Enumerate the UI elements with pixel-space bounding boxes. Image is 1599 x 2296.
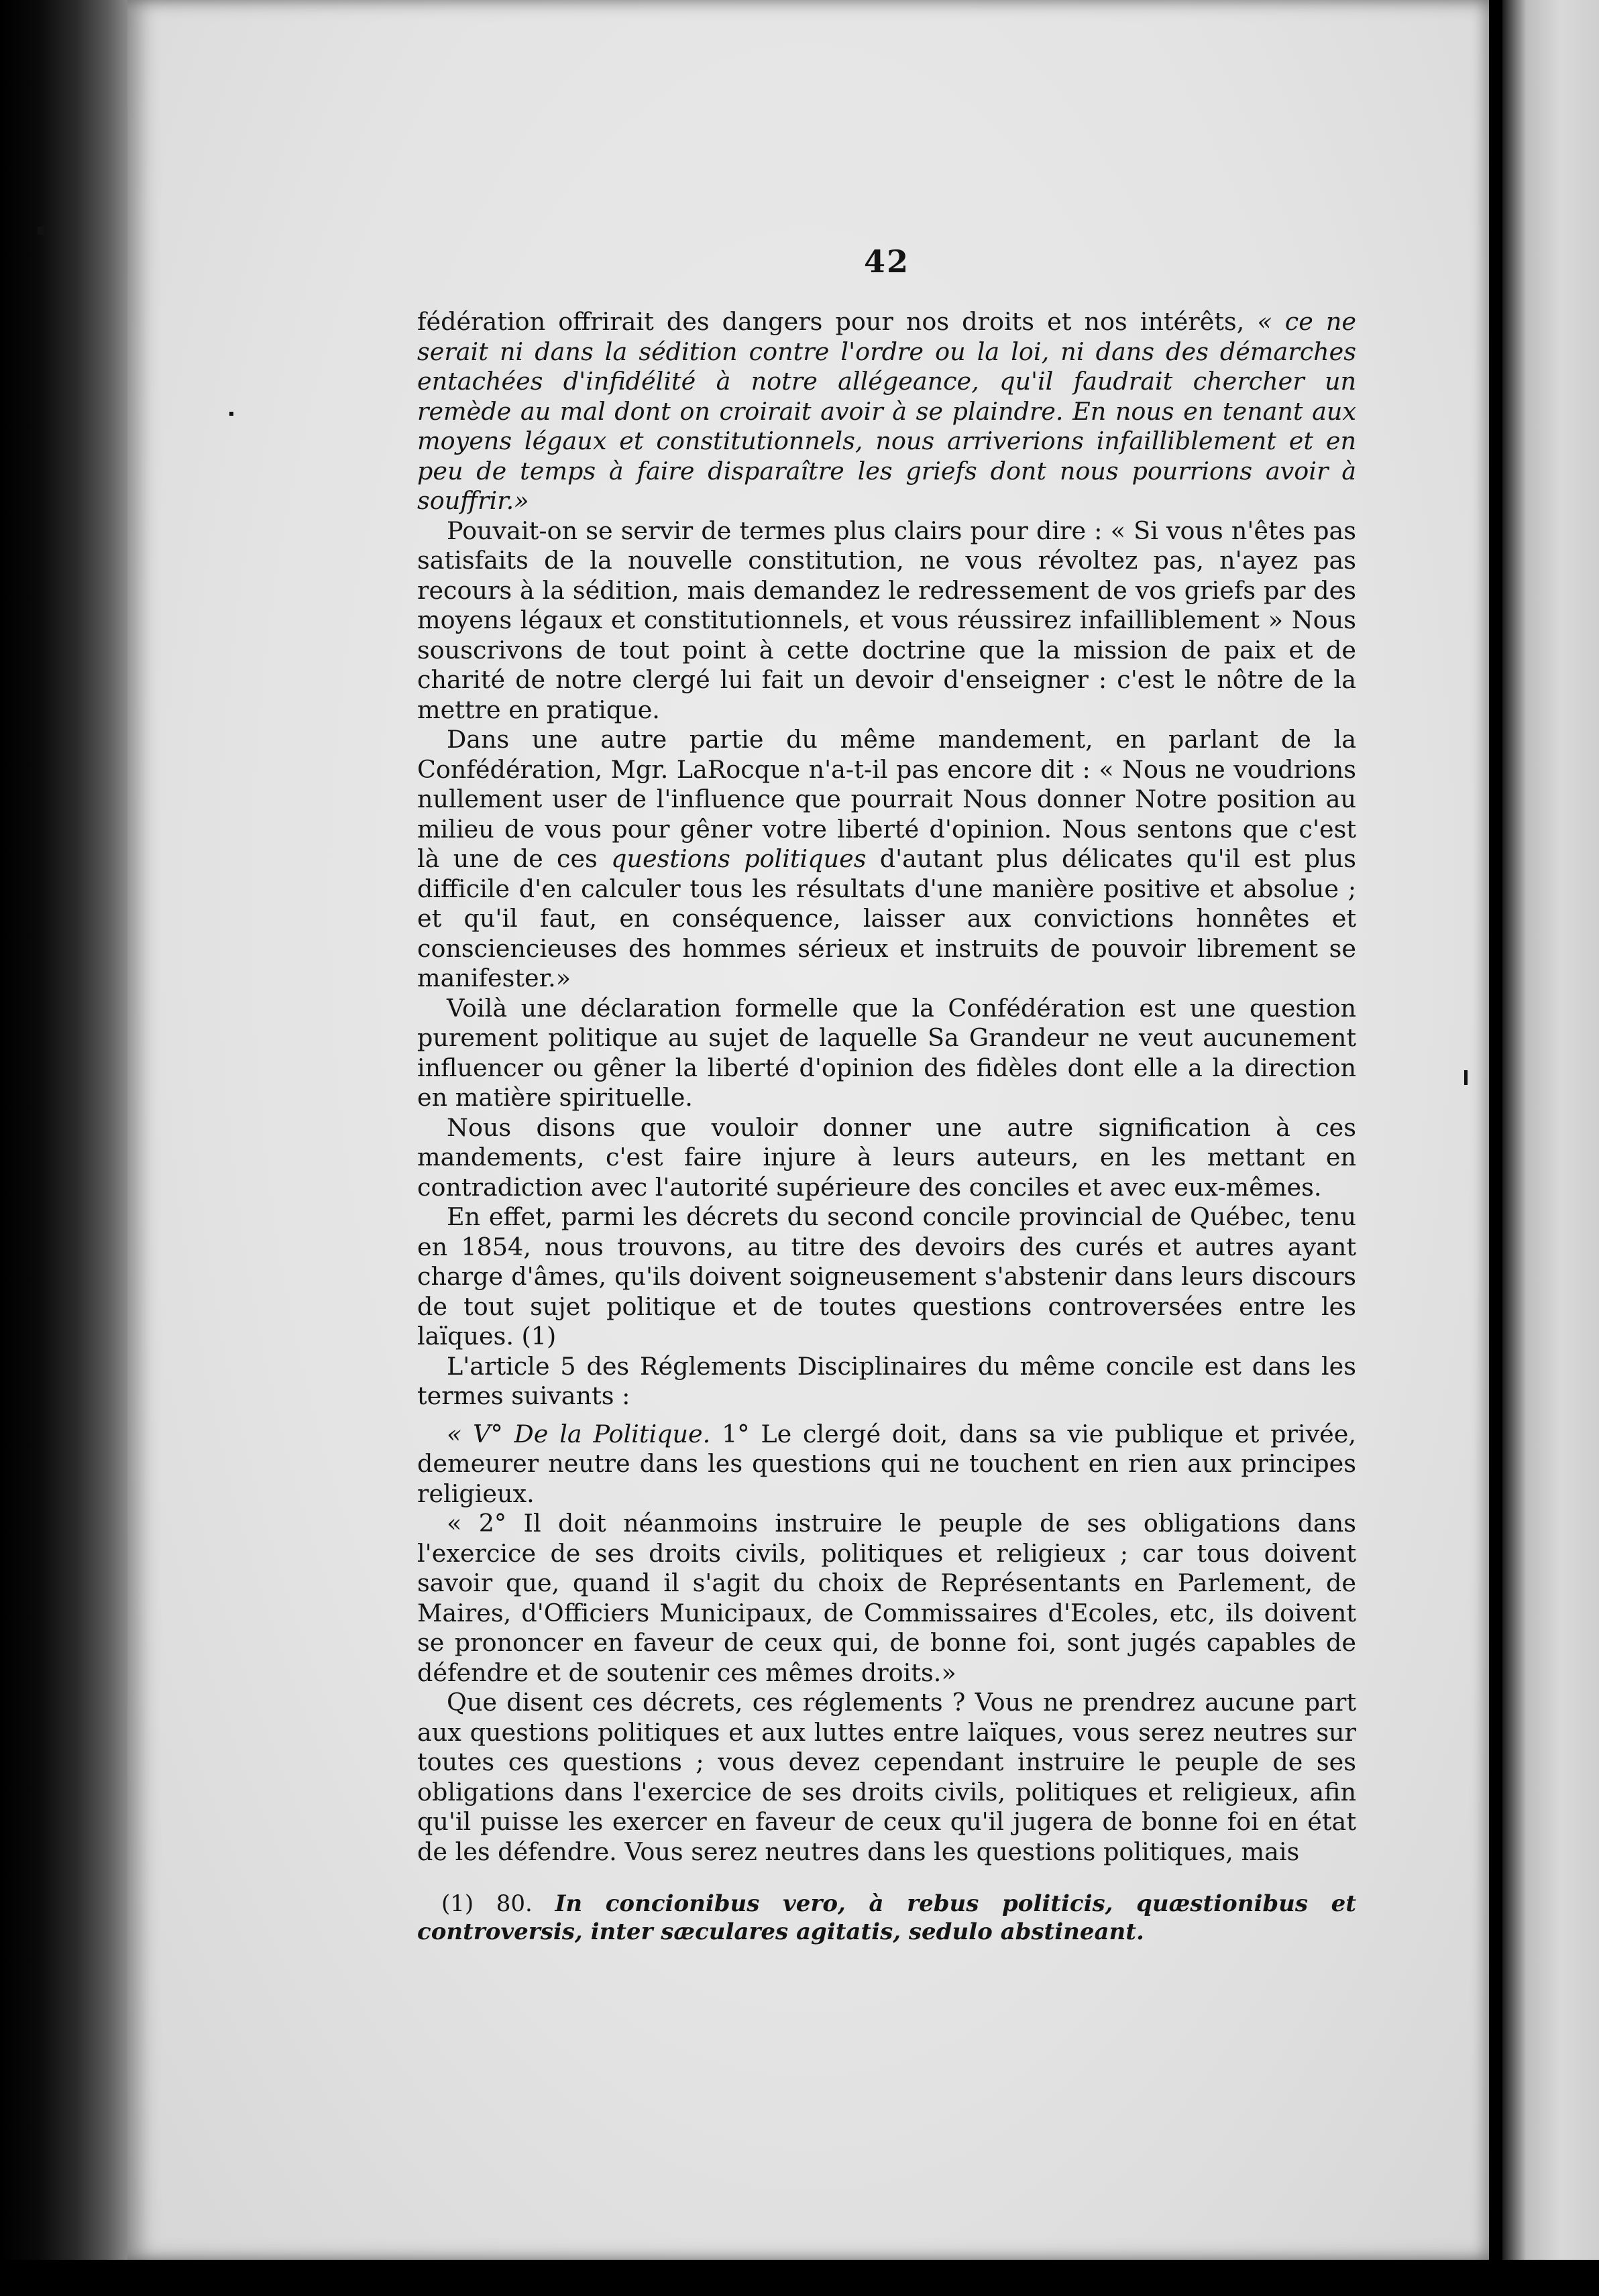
paragraph-8	[417, 1420, 1356, 1509]
book-spine-shadow	[0, 0, 127, 2296]
paragraph-1	[417, 307, 1356, 516]
paragraph-3-text-before: Dans une autre partie du même mandement, en parlant de la Confédération, Mgr. LaRocque n'a-t-il pas encore dit : « Nous ne voudrions nullement user de l'influence que pourrait Nous donner Notre position au milieu de vous pour gêner votre liberté d'opinion. Nous sentons que c'est là une de ces	[417, 725, 1356, 873]
paragraph-3	[417, 725, 1356, 994]
footnote	[417, 1890, 1356, 1946]
footnote-marker: (1) 80.	[441, 1890, 555, 1917]
scan-speck	[38, 227, 44, 235]
paragraph-8-text: 1° Le clergé doit, dans sa vie publique et privée, demeurer neutre dans les questions qui ne touchent en rien aux principes religieux.	[417, 1419, 1356, 1508]
page-text-block	[417, 241, 1356, 1946]
paragraph-4: Voilà une déclaration formelle que la Confédération est une question purement politique au sujet de laquelle Sa Grandeur ne veut aucunement influencer ou gêner la liberté d'opinion des fidèles dont elle a la direction en matière spirituelle.	[417, 993, 1356, 1112]
paragraph-1-text: fédération offrirait des dangers pour nos droits et nos intérêts,	[417, 307, 1258, 336]
paragraph-3-text-after: d'autant plus délicates qu'il est plus difficile d'en calculer tous les résultats d'une manière positive et absolue ; et qu'il faut, en conséquence, laisser aux convictions honnêtes et consciencieuses des hommes sérieux et instruits de pouvoir librement se manifester.»	[417, 844, 1356, 992]
footnote-text: In concionibus vero, à rebus politicis, quæstionibus et controversis, inter sæculares agitatis, sedulo abstineant.	[417, 1890, 1356, 1945]
paragraph-7: L'article 5 des Réglements Disciplinaires du même concile est dans les termes suivants :	[417, 1351, 1356, 1410]
scan-bottom-border	[0, 2260, 1599, 2296]
paragraph-2: Pouvait-on se servir de termes plus clairs pour dire : « Si vous n'êtes pas satisfaits de la nouvelle constitution, ne vous révoltez pas, n'ayez pas recours à la sédition, mais demandez le redressement de vos griefs par des moyens légaux et constitutionnels, et vous réussirez infailliblement » Nous souscrivons de tout point à cette doctrine que la mission de paix et de charité de notre clergé lui fait un devoir d'enseigner : c'est le nôtre de la mettre en pratique.	[417, 516, 1356, 724]
paragraph-6: En effet, parmi les décrets du second concile provincial de Québec, tenu en 1854, nous trouvons, au titre des devoirs des curés et autres ayant charge d'âmes, qu'ils doivent soigneusement s'abstenir dans leurs discours de tout sujet politique et de toutes questions controversées entre les laïques. (1)	[417, 1202, 1356, 1351]
paragraph-10: Que disent ces décrets, ces réglements ? Vous ne prendrez aucune part aux questions politiques et aux luttes entre laïques, vous serez neutres sur toutes ces questions ; vous devez cependant instruire le peuple de ses obligations dans l'exercice de ses droits civils, politiques et religieux, afin qu'il puisse les exercer en faveur de ceux qu'il jugera de bonne foi en état de les défendre. Vous serez neutres dans les questions politiques, mais	[417, 1688, 1356, 1866]
paragraph-5: Nous disons que vouloir donner une autre signification à ces mandements, c'est faire injure à leurs auteurs, en les mettant en contradiction avec l'autorité supérieure des conciles et avec eux-mêmes.	[417, 1112, 1356, 1202]
page-number: 42	[863, 243, 909, 280]
paragraph-3-italic-term: questions politiques	[611, 844, 867, 873]
paragraph-1-quote: « ce ne serait ni dans la sédition contre l'ordre ou la loi, ni dans des démarches entachées d'infidélité à notre allégeance, qu'il faudrait chercher un remède au mal dont on croirait avoir à se plaindre. En nous en tenant aux moyens légaux et constitutionnels, nous arriverions infailliblement et en peu de temps à faire disparaître les griefs dont nous pourrions avoir à souffrir.»	[417, 307, 1356, 515]
paragraph-8-heading: « V° De la Politique.	[447, 1419, 711, 1448]
scan-speck	[229, 412, 233, 416]
scan-speck	[1464, 1070, 1468, 1085]
adjacent-page-edge	[1502, 0, 1599, 2296]
paragraph-9: « 2° Il doit néanmoins instruire le peuple de ses obligations dans l'exercice de ses droits civils, politiques et religieux ; car tous doivent savoir que, quand il s'agit du choix de Représentants en Parlement, de Maires, d'Officiers Municipaux, de Commissaires d'Ecoles, etc, ils doivent se prononcer en faveur de ceux qui, de bonne foi, sont jugés capables de défendre et de soutenir ces mêmes droits.»	[417, 1509, 1356, 1687]
